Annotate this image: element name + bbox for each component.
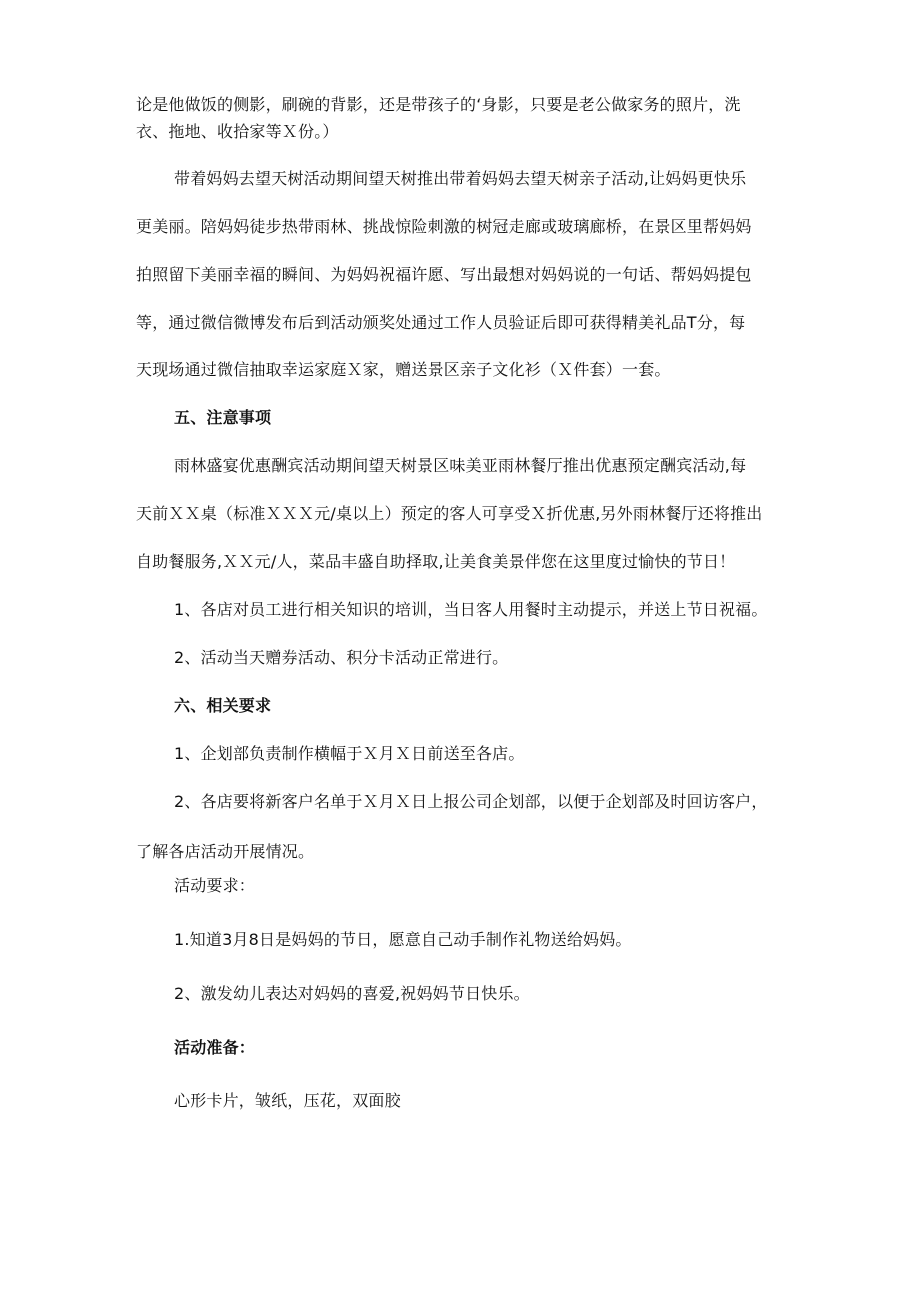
paragraph-line: 带着妈妈去望天树活动期间望天树推出带着妈妈去望天树亲子活动,让妈妈更快乐 xyxy=(174,169,747,188)
list-item: 2、激发幼儿表达对妈妈的喜爱,祝妈妈节日快乐。 xyxy=(174,984,530,1003)
list-item: 2、活动当天赠券活动、积分卡活动正常进行。 xyxy=(174,648,509,667)
paragraph-line: 拍照留下美丽幸福的瞬间、为妈妈祝福许愿、写出最想对妈妈说的一句话、帮妈妈提包 xyxy=(136,265,752,284)
list-item: 1、企划部负责制作横幅于Ｘ月Ｘ日前送至各店。 xyxy=(174,744,525,763)
list-item: 1.知道3月8日是妈妈的节日，愿意自己动手制作礼物送给妈妈。 xyxy=(174,930,632,949)
paragraph-line: 衣、拖地、收拾家等Ｘ份。） xyxy=(136,122,339,141)
paragraph-line: 更美丽。陪妈妈徒步热带雨林、挑战惊险刺激的树冠走廊或玻璃廊桥，在景区里帮妈妈 xyxy=(136,217,752,236)
paragraph-line: 天现场通过微信抽取幸运家庭Ｘ家，赠送景区亲子文化衫（Ｘ件套）一套。 xyxy=(136,360,671,379)
section-heading: 活动准备： xyxy=(174,1038,256,1057)
paragraph-line: 等，通过微信微博发布后到活动颁奖处通过工作人员验证后即可获得精美礼品T分，每 xyxy=(136,313,746,332)
paragraph-line: 自助餐服务,ＸＸ元/人，菜品丰盛自助择取,让美食美景伴您在这里度过愉快的节日！ xyxy=(136,552,736,571)
paragraph-line: 心形卡片，皱纸，压花，双面胶 xyxy=(174,1091,401,1110)
section-heading: 六、相关要求 xyxy=(174,696,272,715)
list-item: 2、各店要将新客户名单于Ｘ月Ｘ日上报公司企划部，以便于企划部及时回访客户， xyxy=(174,792,768,811)
paragraph-line: 论是他做饭的侧影，刷碗的背影，还是带孩子的‘身影，只要是老公做家务的照片，洗 xyxy=(136,95,741,114)
paragraph-line: 天前ＸＸ桌（标准ＸＸＸ元/桌以上）预定的客人可享受Ｘ折优惠,另外雨林餐厅还将推出 xyxy=(136,504,763,523)
paragraph-line: 雨林盛宴优惠酬宾活动期间望天树景区味美亚雨林餐厅推出优惠预定酬宾活动,每 xyxy=(174,456,747,475)
list-item: 1、各店对员工进行相关知识的培训，当日客人用餐时主动提示，并送上节日祝福。 xyxy=(174,600,768,619)
paragraph-line: 了解各店活动开展情况。 xyxy=(136,842,315,861)
section-heading: 五、注意事项 xyxy=(174,408,272,427)
paragraph-line: 活动要求： xyxy=(174,876,256,895)
